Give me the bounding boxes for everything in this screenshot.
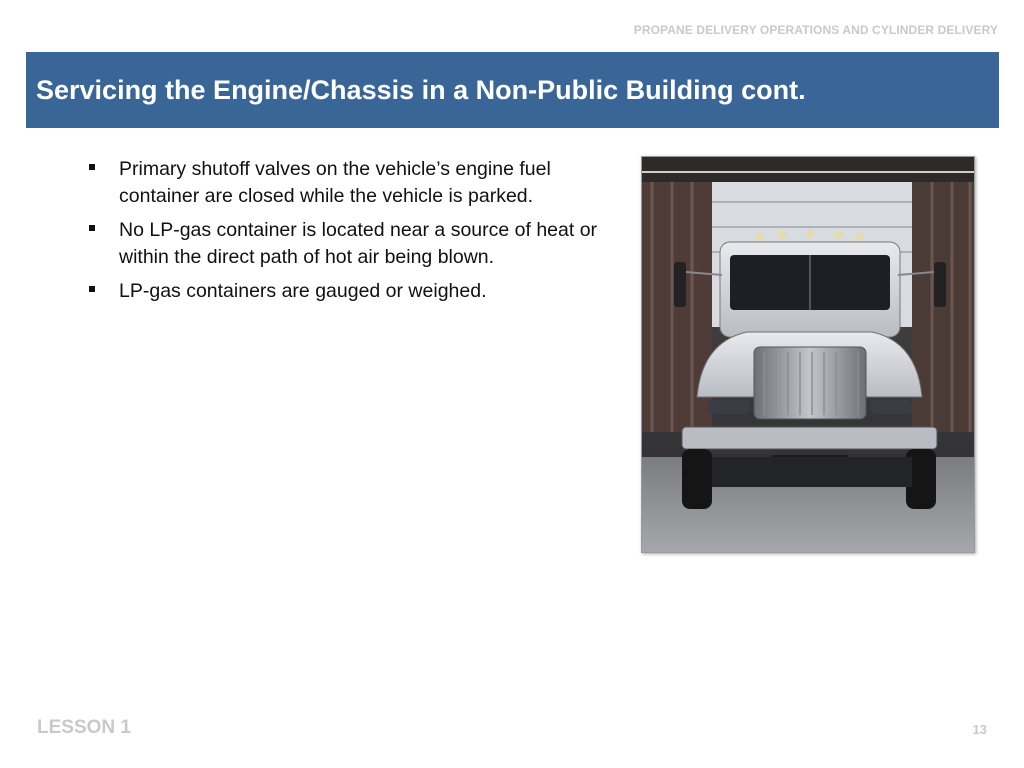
lesson-label: LESSON 1	[37, 717, 131, 738]
bullet-text: Primary shutoff valves on the vehicle’s engine fuel container are closed while the vehicle is parked.	[119, 158, 551, 207]
bullet-list	[86, 156, 616, 312]
page-number: 13	[972, 722, 987, 737]
bullet-text: LP-gas containers are gauged or weighed.	[119, 280, 487, 302]
slide-title: Servicing the Engine/Chassis in a Non-Public Building cont.	[36, 75, 806, 105]
square-bullet-icon	[89, 225, 95, 231]
square-bullet-icon	[89, 286, 95, 292]
bullet-item	[86, 156, 616, 210]
title-bar	[26, 52, 999, 128]
square-bullet-icon	[89, 164, 95, 170]
course-title-header: PROPANE DELIVERY OPERATIONS AND CYLINDER DELIVERY	[633, 23, 998, 37]
bullet-item	[86, 278, 616, 305]
truck-photo	[641, 156, 975, 553]
bullet-item	[86, 217, 616, 271]
bullet-text: No LP-gas container is located near a source of heat or within the direct path of hot air being blown.	[119, 219, 598, 268]
